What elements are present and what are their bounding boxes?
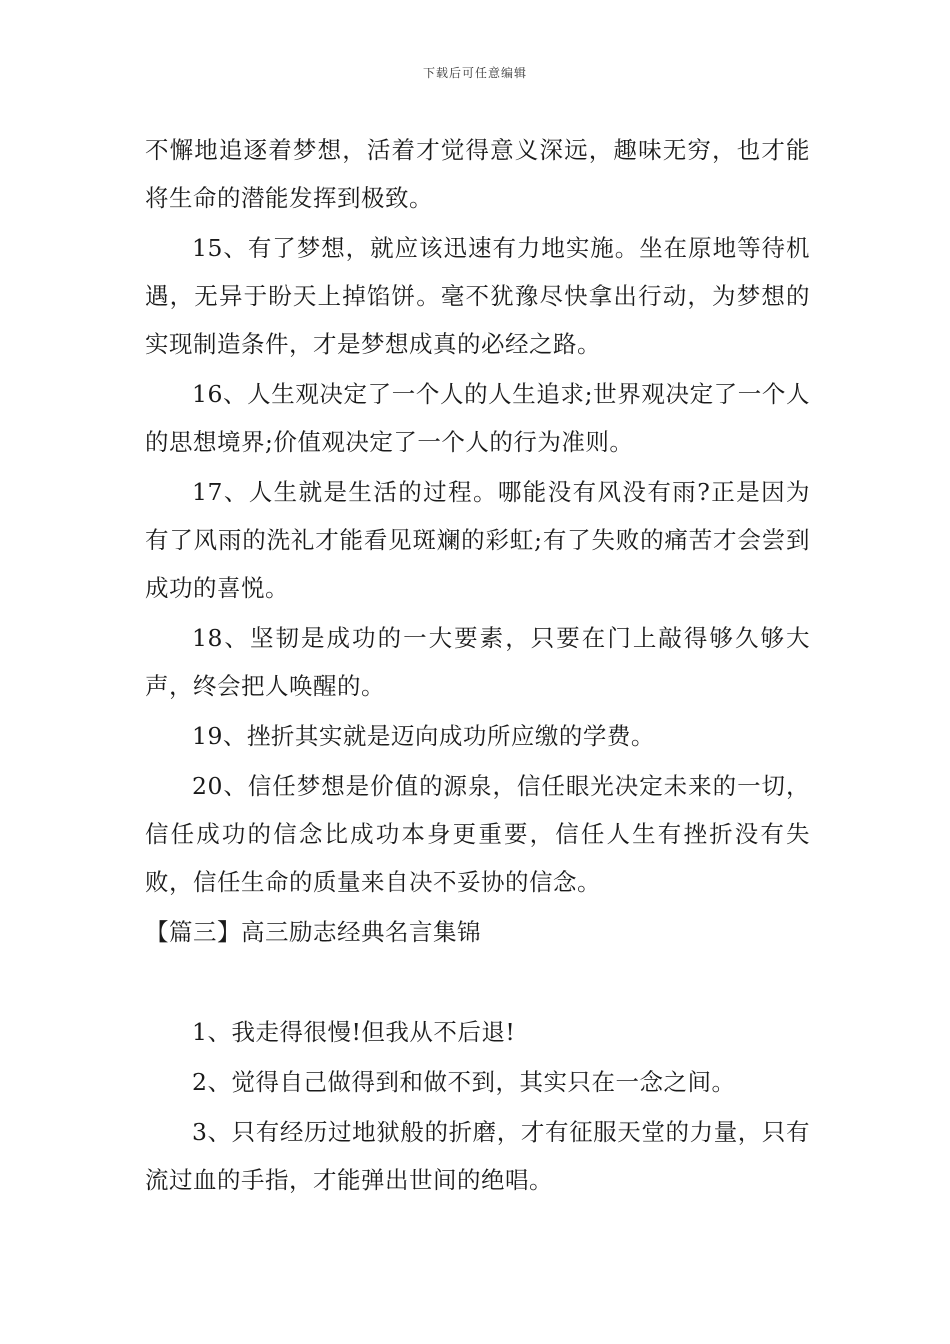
section3-item-2: 2、觉得自己做得到和做不到，其实只在一念之间。 [192,1068,736,1096]
quote-item-20: 20、信任梦想是价值的源泉，信任眼光决定未来的一切，信任成功的信念比成功本身更重要，信任人生有挫折没有失败，信任生命的质量来自决不妥协的信念。 [145,772,810,896]
page-header-note: 下载后可任意编辑 [422,66,527,80]
section-title: 【篇三】高三励志经典名言集锦 [145,918,481,946]
quote-item-17: 17、人生就是生活的过程。哪能没有风没有雨?正是因为有了风雨的洗礼才能看见斑斓的彩虹;有了失败的痛苦才会尝到成功的喜悦。 [145,478,810,602]
quote-item-15: 15、有了梦想，就应该迅速有力地实施。坐在原地等待机遇，无异于盼天上掉馅饼。毫不犹豫尽快拿出行动，为梦想的实现制造条件，才是梦想成真的必经之路。 [145,234,810,358]
section3-item-1: 1、我走得很慢!但我从不后退! [192,1018,516,1046]
quote-item-19: 19、挫折其实就是迈向成功所应缴的学费。 [192,722,655,750]
section3-item-3: 3、只有经历过地狱般的折磨，才有征服天堂的力量，只有流过血的手指，才能弹出世间的绝唱。 [145,1118,810,1194]
document-body [145,126,810,1206]
section-spacer [145,956,810,1008]
paragraph-continuation: 不懈地追逐着梦想，活着才觉得意义深远，趣味无穷，也才能将生命的潜能发挥到极致。 [145,136,810,212]
quote-item-18: 18、坚韧是成功的一大要素，只要在门上敲得够久够大声，终会把人唤醒的。 [145,624,810,700]
quote-item-16: 16、人生观决定了一个人的人生追求;世界观决定了一个人的思想境界;价值观决定了一个人的行为准则。 [145,380,810,456]
